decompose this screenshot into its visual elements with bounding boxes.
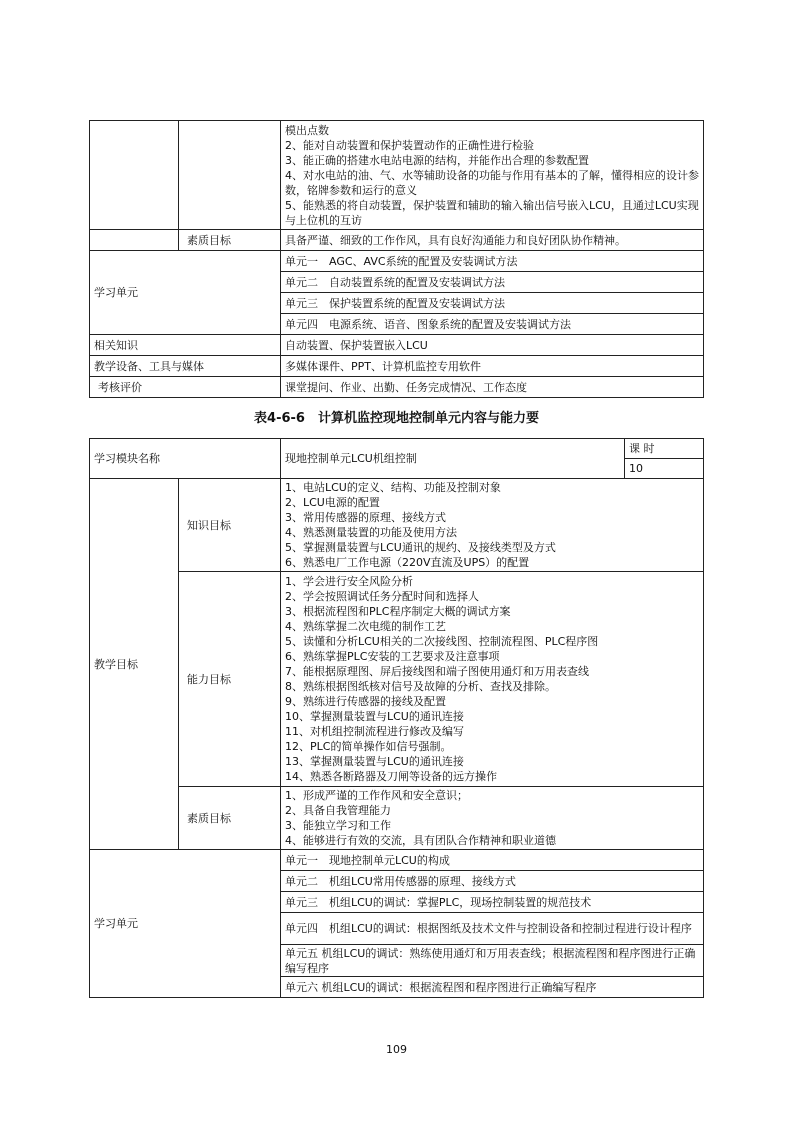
list-item: 9、熟练进行传感器的接线及配置 [285,695,446,708]
list-item: 4、对水电站的油、气、水等辅助设备的功能与作用有基本的了解，懂得相应的设计参数，铭牌参数和运行的意义 [285,168,699,197]
list-item: 1、形成严谨的工作作风和安全意识； [285,789,468,802]
unit-row: 单元四 电源系统、语音、图象系统的配置及安装调试方法 [281,314,704,335]
empty-cell [179,121,281,230]
list-item: 13、掌握测量装置与LCU的通讯连接 [285,755,464,768]
list-item: 14、熟悉各断路器及刀闸等设备的远方操作 [285,770,497,783]
list-item: 11、对机组控制流程进行修改及编写 [285,725,464,738]
equip-text: 多媒体课件、PPT、计算机监控专用软件 [281,356,704,377]
list-item: 12、PLC的简单操作如信号强制。 [285,740,452,753]
table-continuation [89,120,704,398]
assess-label: 考核评价 [90,377,281,398]
list-item: 模出点数 [285,123,329,137]
units-label: 学习单元 [90,251,281,335]
module-label: 学习模块名称 [90,439,281,479]
unit-row: 单元二 自动装置系统的配置及安装调试方法 [281,272,704,293]
list-item: 3、能独立学习和工作 [285,819,391,832]
hours-value: 10 [625,459,704,479]
ability-cell [281,572,704,787]
list-item: 2、学会按照调试任务分配时间和选择人 [285,590,479,603]
empty-cell [90,121,179,230]
units-label: 学习单元 [90,850,281,998]
page-number: 109 [386,1043,407,1056]
empty-cell [90,230,179,251]
unit-row: 单元一 现地控制单元LCU的构成 [281,850,704,871]
list-item: 4、熟练掌握二次电缆的制作工艺 [285,620,446,633]
assess-text: 课堂提问、作业、出勤、任务完成情况、工作态度 [281,377,704,398]
goals-label: 教学目标 [90,479,179,850]
list-item: 5、能熟悉的将自动装置，保护装置和辅助的输入输出信号嵌入LCU，且通过LCU实现与上位机的互访 [285,198,699,227]
unit-row: 单元五 机组LCU的调试：熟练使用通灯和万用表查线；根据流程图和程序图进行正确编写程序 [281,945,704,977]
list-item: 1、学会进行安全风险分析 [285,575,413,588]
quality-cell [281,787,704,850]
unit-row: 单元三 保护装置系统的配置及安装调试方法 [281,293,704,314]
list-item: 1、电站LCU的定义、结构、功能及控制对象 [285,481,501,494]
list-item: 5、读懂和分析LCU相关的二次接线图、控制流程图、PLC程序图 [285,635,599,648]
list-item: 6、熟练掌握PLC安装的工艺要求及注意事项 [285,650,500,663]
list-item: 8、熟练根据图纸核对信号及故障的分析、查找及排除。 [285,680,556,693]
unit-row: 单元三 机组LCU的调试：掌握PLC，现场控制装置的规范技术 [281,892,704,913]
quality-label: 素质目标 [179,787,281,850]
list-item: 2、具备自我管理能力 [285,804,391,817]
equip-label: 教学设备、工具与媒体 [90,356,281,377]
ability-continued-cell [281,121,704,230]
list-item: 4、能够进行有效的交流，具有团队合作精神和职业道德 [285,834,556,847]
related-label: 相关知识 [90,335,281,356]
unit-row: 单元一 AGC、AVC系统的配置及安装调试方法 [281,251,704,272]
knowledge-label: 知识目标 [179,479,281,572]
hours-label: 课 时 [625,439,704,459]
related-text: 自动装置、保护装置嵌入LCU [281,335,704,356]
unit-row: 单元四 机组LCU的调试：根据图纸及技术文件与控制设备和控制过程进行设计程序 [281,913,704,945]
list-item: 2、LCU电源的配置 [285,496,380,509]
unit-row: 单元二 机组LCU常用传感器的原理、接线方式 [281,871,704,892]
knowledge-cell [281,479,704,572]
ability-label: 能力目标 [179,572,281,787]
unit-row: 单元六 机组LCU的调试：根据流程图和程序图进行正确编写程序 [281,977,704,998]
list-item: 10、掌握测量装置与LCU的通讯连接 [285,710,464,723]
table-caption: 表4-6-6 计算机监控现地控制单元内容与能力要 [254,411,539,426]
list-item: 2、能对自动装置和保护装置动作的正确性进行检验 [285,138,534,152]
table-lcu-unit [89,438,704,998]
list-item: 4、熟悉测量装置的功能及使用方法 [285,526,457,539]
quality-text: 具备严谨、细致的工作作风，具有良好沟通能力和良好团队协作精神。 [281,230,704,251]
list-item: 7、能根据原理图、屏后接线图和端子图使用通灯和万用表查线 [285,665,589,678]
module-name: 现地控制单元LCU机组控制 [281,439,625,479]
list-item: 3、根据流程图和PLC程序制定大概的调试方案 [285,605,511,618]
list-item: 3、能正确的搭建水电站电源的结构，并能作出合理的参数配置 [285,153,589,167]
list-item: 5、掌握测量装置与LCU通讯的规约、及接线类型及方式 [285,541,556,554]
quality-label: 素质目标 [179,230,281,251]
list-item: 6、熟悉电厂工作电源（220V直流及UPS）的配置 [285,556,530,569]
list-item: 3、常用传感器的原理、接线方式 [285,511,446,524]
